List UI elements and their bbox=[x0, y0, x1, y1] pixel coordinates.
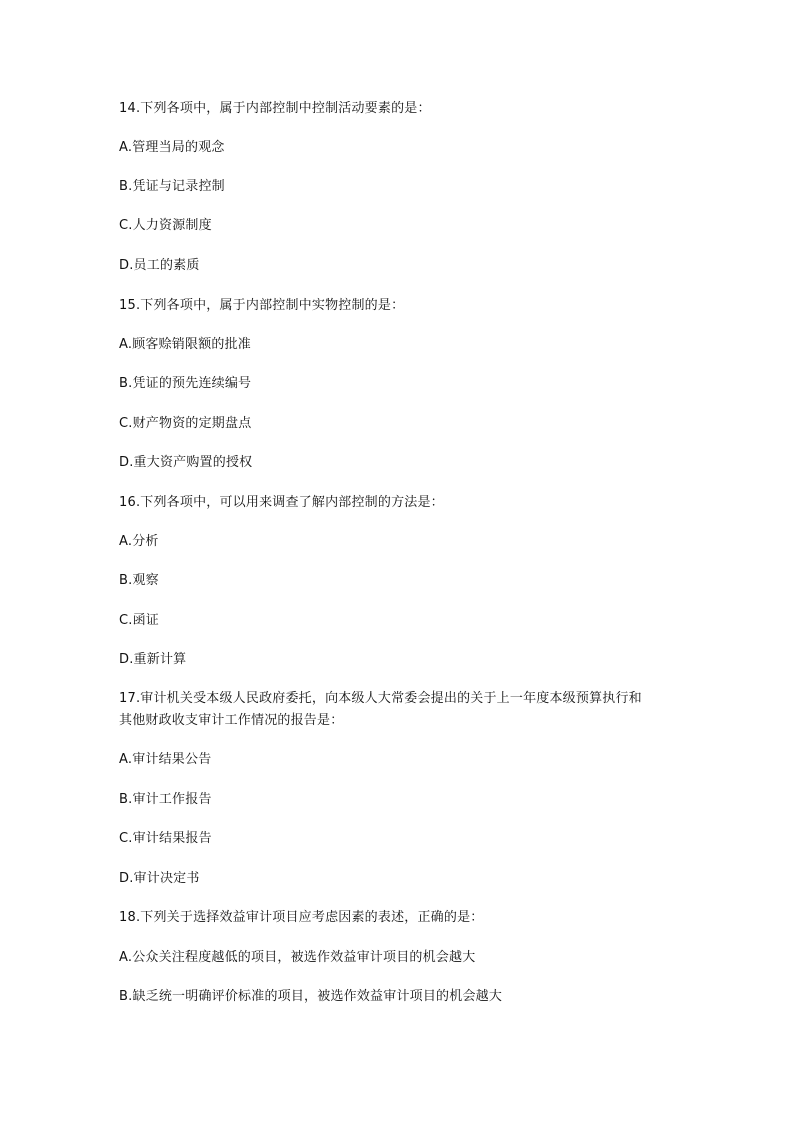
question-18-option-a: A.公众关注程度越低的项目，被选作效益审计项目的机会越大 bbox=[119, 950, 476, 965]
question-15-option-c: C.财产物资的定期盘点 bbox=[119, 416, 252, 431]
question-14-stem: 14.下列各项中，属于内部控制中控制活动要素的是： bbox=[119, 101, 431, 116]
question-17-stem-line-2: 其他财政收支审计工作情况的报告是： bbox=[119, 713, 344, 728]
question-14-option-a: A.管理当局的观念 bbox=[119, 140, 225, 155]
question-14-option-b: B.凭证与记录控制 bbox=[119, 179, 225, 194]
question-17-option-c: C.审计结果报告 bbox=[119, 831, 212, 846]
question-18-stem: 18.下列关于选择效益审计项目应考虑因素的表述，正确的是： bbox=[119, 910, 484, 925]
question-15-stem: 15.下列各项中，属于内部控制中实物控制的是： bbox=[119, 298, 405, 313]
question-16-option-c: C.函证 bbox=[119, 613, 160, 628]
question-15-option-a: A.顾客赊销限额的批准 bbox=[119, 337, 251, 352]
question-17-option-d: D.审计决定书 bbox=[119, 871, 200, 886]
question-14-option-d: D.员工的素质 bbox=[119, 258, 200, 273]
question-15-option-d: D.重大资产购置的授权 bbox=[119, 455, 253, 470]
question-15-option-b: B.凭证的预先连续编号 bbox=[119, 376, 252, 391]
question-16-stem: 16.下列各项中，可以用来调查了解内部控制的方法是： bbox=[119, 495, 444, 510]
question-16-option-a: A.分析 bbox=[119, 534, 159, 549]
question-18-option-b: B.缺乏统一明确评价标准的项目，被选作效益审计项目的机会越大 bbox=[119, 989, 503, 1004]
question-16-option-b: B.观察 bbox=[119, 573, 159, 588]
question-17-stem-line-1: 17.审计机关受本级人民政府委托，向本级人大常委会提出的关于上一年度本级预算执行和 bbox=[119, 691, 642, 706]
question-17-option-b: B.审计工作报告 bbox=[119, 792, 212, 807]
question-17-option-a: A.审计结果公告 bbox=[119, 752, 212, 767]
question-16-option-d: D.重新计算 bbox=[119, 652, 187, 667]
question-14-option-c: C.人力资源制度 bbox=[119, 218, 212, 233]
